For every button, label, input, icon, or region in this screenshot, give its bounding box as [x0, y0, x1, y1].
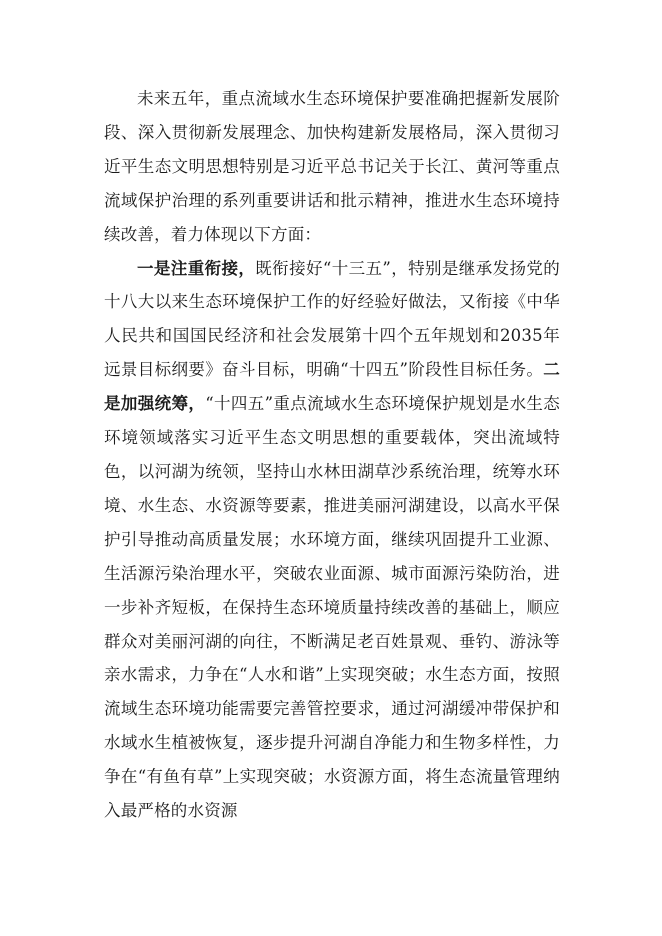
point-two-heading: 二是加强统筹，	[104, 360, 560, 414]
paragraph-points	[104, 252, 560, 828]
point-one-heading: 一是注重衔接，	[137, 258, 256, 278]
point-one-text: 既衔接好“十三五”，特别是继承发扬党的十八大以来生态环境保护工作的好经验好做法，又衔接《中华人民共和国国民经济和社会发展第十四个五年规划和2035年远景目标纲要》奋斗目标，明确“十四五”阶段性目标任务。	[104, 258, 560, 380]
paragraph-intro-text: 未来五年，重点流域水生态环境保护要准确把握新发展阶段、深入贯彻新发展理念、加快构建新发展格局，深入贯彻习近平生态文明思想特别是习近平总书记关于长江、黄河等重点流域保护治理的系列重要讲话和批示精神，推进水生态环境持续改善，着力体现以下方面：	[104, 89, 560, 244]
document-body	[104, 82, 560, 828]
point-two-text: “十四五”重点流域水生态环境保护规划是水生态环境领域落实习近平生态文明思想的重要载体，突出流域特色，以河湖为统领，坚持山水林田湖草沙系统治理，统筹水环境、水生态、水资源等要素，推进美丽河湖建设，以高水平保护引导推动高质量发展；水环境方面，继续巩固提升工业源、生活源污染治理水平，突破农业面源、城市面源污染防治，进一步补齐短板，在保持生态环境质量持续改善的基础上，顺应群众对美丽河湖的向往，不断满足老百姓景观、垂钓、游泳等亲水需求，力争在“人水和谐”上实现突破；水生态方面，按照流域生态环境功能需要完善管控要求，通过河湖缓冲带保护和水域水生植被恢复，逐步提升河湖自净能力和生物多样性，力争在“有鱼有草”上实现突破；水资源方面，将生态流量管理纳入最严格的水资源	[104, 394, 561, 821]
paragraph-intro	[104, 82, 560, 252]
